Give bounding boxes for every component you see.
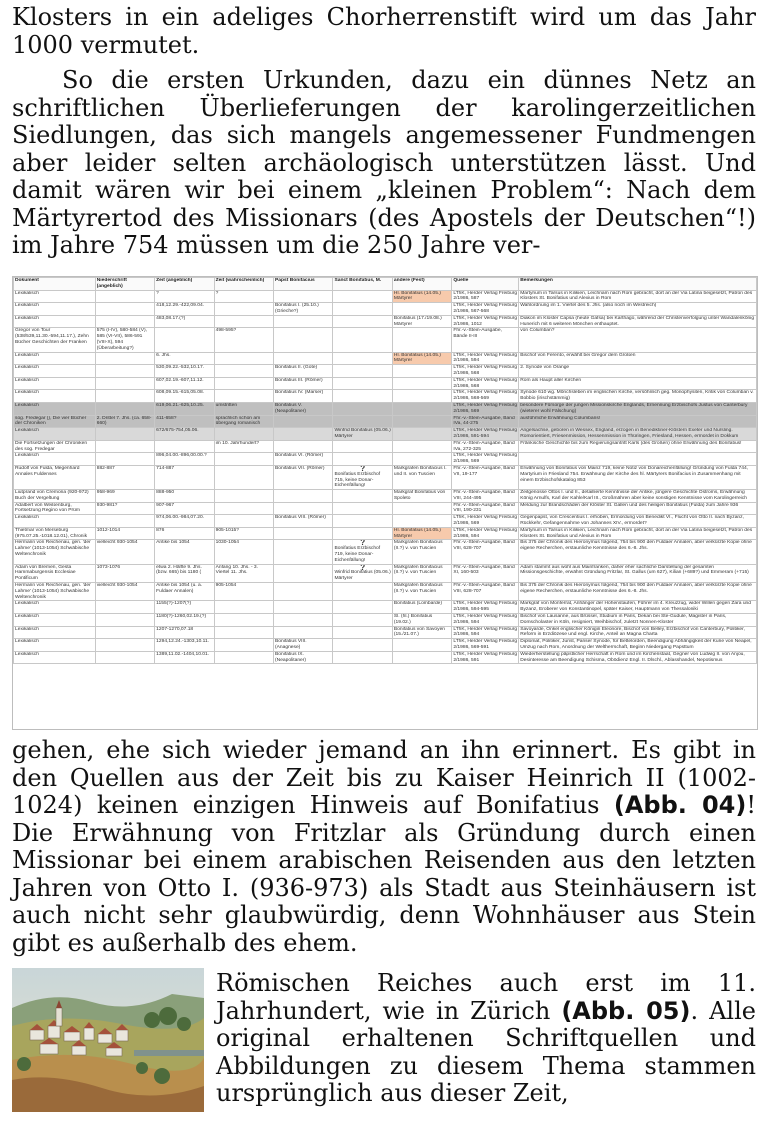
table-cell: LThK, Herder Verlag Freiburg 2/1986, 594 <box>453 626 518 638</box>
question-mark: ? <box>360 539 366 548</box>
table-cell <box>95 315 154 328</box>
table-cell <box>392 428 451 441</box>
figure-reference-05: (Abb. 05) <box>561 996 691 1025</box>
table-cell <box>155 440 214 453</box>
table-header-cell: Niederschrift (angeblich) <box>95 278 154 291</box>
table-cell <box>95 440 154 453</box>
table-cell: LThK, Herder Verlag Freiburg 2/1986, 587 <box>453 290 518 302</box>
table-cell: LThK, Herder Verlag Freiburg 2/1986, 567-568 <box>453 303 518 314</box>
table-cell <box>214 315 273 328</box>
table-cell: Antike bis 1054 (u. a. Fuldaer Annalen) <box>155 583 214 601</box>
table-cell: Anfang 10. Jhs. - 3. Viertel 11. Jhs. <box>214 564 273 582</box>
table-cell: Bonifatius (17./19.08.) Märtyrer <box>392 315 451 328</box>
table-cell: 1073-1076 <box>95 564 154 582</box>
table-cell <box>95 303 154 316</box>
table-cell: Lexikalisch <box>14 390 96 403</box>
table-cell <box>274 564 333 582</box>
table-cell: besondere Fürsorge der jungen Missionskirche Englands, Ernennung Erzbischofs Justus von Canterbury (wieterer wohl Fälschung) <box>519 402 757 415</box>
table-cell <box>333 453 392 466</box>
table-cell: 607,02.19.-607,11.12. <box>155 377 214 390</box>
table-cell: Markgraf Bonifatius von Spoleto <box>392 490 451 503</box>
table-cell <box>274 428 333 441</box>
table-cell <box>214 453 273 466</box>
table-cell: Sl. (hl.) Bonifatius (19.02.) <box>392 614 451 627</box>
table-row <box>14 365 757 378</box>
table-cell: 608,09.15.-615,05.08. <box>155 390 214 403</box>
table-cell <box>274 352 333 365</box>
table-cell: 876 <box>155 527 214 540</box>
table-cell <box>95 352 154 365</box>
table-cell: LThK, Herder Verlag Freiburg 2/1986, 591 <box>453 651 518 663</box>
table-cell <box>392 502 451 515</box>
table-cell <box>333 527 392 540</box>
table-header-cell: Bemerkungen <box>519 278 757 291</box>
table-cell <box>155 328 214 352</box>
table-cell <box>214 465 273 489</box>
table-cell: LThK, Herder Verlag Freiburg 2/1986, 591-594 <box>453 428 518 439</box>
table-cell: Adam stammt aus wohl aus Mainfranken, daher eher sachliche Darstellung der gesamten Missionsgeschichte, erwähnt Gründung Fritzlar, St. Gallus (um 627), Kilian (+689?) und Emmeram (+715) <box>519 564 757 582</box>
table-cell <box>214 626 273 639</box>
table-cell: sog. Fredegar (), Die vier Bücher der Chroniken <box>14 415 96 428</box>
zurich-illustration <box>12 968 204 1112</box>
table-cell: LThK, Herder Verlag Freiburg 2/1986, 569-591 <box>453 639 518 651</box>
table-row <box>14 540 757 564</box>
table-cell <box>274 527 333 540</box>
table-cell: Rom als Haupt aller Kirchen <box>519 377 757 390</box>
table-cell <box>95 639 154 652</box>
table-cell: 974,06.00.-984,07.20. <box>155 515 214 528</box>
table-cell: Rudolf von Fulda, Megenhard Annales Fuldenses <box>14 465 96 489</box>
table-cell: ausführliche Erwähnung Columbans! <box>519 415 757 428</box>
table-cell: Erwähnung von Bonifatius von Mainz 719, keine Notiz von Donareichenfällung! Gründung von Fulda 744, Martyrium in Friesland 754. Erwähnung der Kirche des hl. Märtyrers Bonifacius in Zusammenhang mit einem Erzbischofskatalog 853 <box>519 465 757 489</box>
table-cell: Lexikalisch <box>14 315 96 328</box>
roemisch-text: Römischen Reiches auch erst im 11. Jahrhundert, wie in Zürich <box>216 969 756 1025</box>
table-cell <box>392 453 451 466</box>
table-cell: Lexikalisch <box>14 365 96 378</box>
table-cell: Bischof von Lausanne, aus Brüssel, Studium in Paris, Dekan bei Ste-Gudule, Magister in Paris, Domscholaster in Köln, resigniert, Weihbischof, zuletzt Nonnen-Kloster <box>519 614 757 627</box>
table-cell <box>333 601 392 614</box>
table-cell <box>333 328 392 352</box>
table-cell: Lexikalisch <box>14 515 96 528</box>
table-cell <box>392 365 451 378</box>
table-cell: LThK, Herder Verlag Freiburg 2/1986, 568-569 <box>453 390 518 402</box>
table-cell: Hermann von Reichenau, gen. 'der Lahme' (1013-1054) Schwäbische Weltenchronik <box>14 583 96 601</box>
table-cell <box>392 402 451 415</box>
table-cell: Antike bis 1054 <box>155 540 214 564</box>
table-cell: Bonifatius VI. (Römer) <box>274 453 333 466</box>
table-cell: Markgrafen Bonifacius (II.?) v. von Tuscien <box>392 540 451 564</box>
table-cell <box>214 614 273 627</box>
question-mark: ? <box>360 564 366 572</box>
table-cell <box>274 601 333 614</box>
table-cell: LThK, Herder Verlag Freiburg 2/1986, 594 <box>453 352 518 364</box>
source-table-figure <box>12 276 758 730</box>
table-cell: Fhr.-v.-Stein-Ausgabe, Bände II-III <box>452 328 519 352</box>
table-cell <box>274 502 333 515</box>
table-cell: Bonifatius VIII. (Römer) <box>274 515 333 528</box>
table-cell <box>333 377 392 390</box>
roemisch-text-cont: . Alle original erhaltenen Schriftquellen und Abbildungen zu diesem Thema stammen ursprünglich aus dieser Zeit, <box>216 996 756 1108</box>
table-cell: Martyrium in Tarsus in Kilikien, Leichnam nach Rom gebracht, dort an der Via Latina beigesetzt, Patron des Klosters St. Bonifatius und Alexius in Rom <box>519 527 757 540</box>
table-row <box>14 639 757 652</box>
figure-reference-04: (Abb. 04) <box>613 791 747 819</box>
table-cell: Synode 610 wg. Mönchsleben im englischen Kirche, versöhnlich geg. Monophysiten, Kritik von Columban v. Bobbio (irischstämmig) <box>519 390 757 403</box>
paragraph-urkunden <box>12 67 756 260</box>
table-cell: 1030-1054 <box>214 540 273 564</box>
table-cell: umstritten <box>214 402 273 415</box>
table-cell <box>274 328 333 352</box>
table-cell: Diakon im Kloster Capsa (heute Gafsa) bei Karthago, während der Christenverfolgung unter Wandalenkönig Hunerich mit 6 weiteren Mönchen enthauptet. <box>519 315 757 328</box>
table-cell: 411-658? <box>155 415 214 428</box>
table-cell <box>392 328 451 352</box>
table-cell: Fhr.-v.-Stein-Ausgabe, Band IVa, 44-275 <box>452 415 519 428</box>
table-cell <box>95 453 154 466</box>
table-cell: Markgrafen Bonifacius (II.?) v. von Tuscien <box>392 583 451 601</box>
table-row <box>14 303 757 316</box>
table-cell <box>214 352 273 365</box>
table-cell: LThK, Herder Verlag Freiburg 2/1986, 594 <box>453 614 518 625</box>
table-cell: 905-1054 <box>214 583 273 601</box>
table-cell: 498-595? <box>214 328 273 352</box>
table-cell: Die Fortsetzungen der Chroniken des sog. Fredegar <box>14 440 96 453</box>
table-header-cell: Dokument <box>14 278 96 291</box>
table-cell: 530,09.22.-532,10.17. <box>155 365 214 378</box>
table-cell: Lexikalisch <box>14 402 96 415</box>
table-row <box>14 502 757 515</box>
paragraph-gehen <box>12 737 756 957</box>
table-cell <box>95 402 154 415</box>
table-cell: Bis 375 der Chronik des Hieronymus folgend, 754 bis 900 den Fuldaer Annalen, aber verkürzte Kopie ohne eigene Recherchen, erstaunliche Kenntnisse des 6.-8. Jhs. <box>519 583 757 601</box>
table-row <box>14 390 757 403</box>
table-row <box>14 490 757 503</box>
table-cell: LThK, Herder Verlag Freiburg 2/1986, 569 <box>453 453 518 465</box>
table-cell <box>333 614 392 627</box>
table-cell: 907-967 <box>155 502 214 515</box>
table-cell <box>333 365 392 378</box>
table-cell: ? Bonifatius Erzbischof 719, keine Donar-Eichenfällung! <box>333 540 392 564</box>
table-cell: Zeitgenosse Ottos I. und II., detaillierte Kenntnisse der Antike, jüngere Geschichte Ostroms, Erwähnung König Arnulfs, Karl der Kahle/Karl III., Großmähren aber keine sonstigen Kenntnisse vom Karolingerreich <box>519 490 757 503</box>
table-cell <box>274 440 333 453</box>
table-cell: 1155(?)-1207(?) <box>155 601 214 614</box>
table-cell: LThK, Herder Verlag Freiburg 2/1986, 568 <box>453 377 518 389</box>
paragraph-intro <box>12 4 756 59</box>
table-cell: 418,12.29.-422,09.04. <box>155 303 214 316</box>
table-cell: Lexikalisch <box>14 303 96 316</box>
table-cell: Gegenpapst, von Crescentius I. erhoben, Ermordung von Benedikt VI., Flucht von Otto II. nach Byzanz, Rückkehr, Gefangennahme von Johannes XIV., ermordet? <box>519 515 757 528</box>
table-cell: 2. Synode von Orange <box>519 365 757 378</box>
table-cell: LThK, Herder Verlag Freiburg 2/1986, 594 <box>453 527 518 539</box>
table-cell <box>333 390 392 403</box>
table-cell <box>95 626 154 639</box>
table-cell: 958-969 <box>95 490 154 503</box>
table-cell: Bonifatius (Lombarde) <box>392 601 451 614</box>
table-row <box>14 453 757 466</box>
table-cell: Lexikalisch <box>14 453 96 466</box>
table-cell <box>95 515 154 528</box>
table-row <box>14 651 757 664</box>
table-cell <box>95 365 154 378</box>
table-header-row <box>14 278 757 291</box>
table-cell: Lexikalisch <box>14 639 96 652</box>
table-cell: Martyrium in Tarsus in Kilikien, Leichnam nach Rom gebracht, dort an der Via Latina beigesetzt, Patron des Klosters St. Bonifatius und Alexius in Rom <box>519 290 757 303</box>
table-cell <box>392 440 451 453</box>
table-body <box>14 290 757 664</box>
table-header-cell: Papst Bonifacius <box>274 278 333 291</box>
table-row <box>14 328 757 352</box>
table-cell <box>333 315 392 328</box>
table-row <box>14 315 757 328</box>
table-cell: 882-887 <box>95 465 154 489</box>
table-cell: Angelsachse, geboren in Wessex, England, erzogen in Benediktiner-Klöstern Exeter und Nursling. Romorientiert, Friesenmission, Hessenmission in Thüringen, Friesland, Hessen, ermordet in Dokkum <box>519 428 757 441</box>
urkunden-text: So die ersten Urkunden, dazu ein dünnes Netz an schriftlichen Überlieferungen der karolingerzeitlichen Siedlungen, das sich mangels angemessener Fundmengen aber leider selten archäologisch unterstützen lässt. Und damit wären wir bei einem „kleinen Problem“: Nach dem Märtyrertod des Missionars (des Apostels der Deutschen“!) im Jahre 754 müssen um die 250 Jahre ver- <box>12 66 756 259</box>
table-cell: 896,04.00.-896,00.00.? <box>155 453 214 466</box>
table-header-cell: Zeit (wahrscheinlich) <box>214 278 273 291</box>
table-cell <box>274 614 333 627</box>
table-cell <box>333 502 392 515</box>
table-cell: Fhr.-v.-Stein-Ausgabe, Band VIII, 190-231 <box>452 502 519 515</box>
table-cell <box>392 303 451 316</box>
table-cell <box>95 390 154 403</box>
table-cell: Adalbert von Weißenburg, Fortsetzung Regino von Prüm <box>14 502 96 515</box>
table-cell <box>214 651 273 664</box>
table-cell: Markgraf von Monferrat, Anhänger der Hohenstaufen, Führer im 4. Kreuzzug, wider Willen gegen Zara und Byzanz, Eroberer von Konstantinopel, später Kaiser, Hauptmann von Thessaloniki <box>519 601 757 614</box>
table-cell: Diplomat, Politiker, Jurist, Pariser Synode, für Bettelorden, Beendigung Abhängigkeit der Kurie von Neapel, Umzug nach Rom, Anordnung der Weltherrschaft, Beginn Niedergang Papsttum <box>519 639 757 652</box>
table-cell: Gregor von Tour (538/539,11.30.-594,11.17.), Zehn Bücher Geschichten der Franken <box>14 328 96 352</box>
table-row <box>14 583 757 601</box>
table-cell: 1012-1014 <box>95 527 154 540</box>
table-cell <box>333 290 392 303</box>
table-cell: Hl. Bonifatius (14.05.) Märtyrer <box>392 527 451 540</box>
table-cell: Bonifatius III. (Römer) <box>274 377 333 390</box>
table-cell: Bonifatius II. (Gote) <box>274 365 333 378</box>
table-cell: Hl. Bonifatius (14.05.) Märtyrer <box>392 352 451 365</box>
table-cell: Bonifatius V. (Neapolitaner) <box>274 402 333 415</box>
table-cell <box>333 515 392 528</box>
table-cell <box>274 315 333 328</box>
table-cell <box>333 440 392 453</box>
table-cell: Fhr.-v.-Stein-Ausgabe, Band XI, 160-503 <box>452 564 519 582</box>
table-cell: LThK, Herder Verlag Freiburg 2/1986, 569 <box>453 515 518 527</box>
table-cell: LThK, Herder Verlag Freiburg 2/1986, 568 <box>453 365 518 376</box>
table-cell: Thietmar von Merseburg (975.07.25.-1018.12.01), Chronik <box>14 527 96 540</box>
medieval-town-painting <box>12 968 204 1112</box>
gehen-text-cont: ! Die Erwähnung von Fritzlar als Gründung durch einen Missionar bei einem arabischen Reisenden aus den letzten Jahren von Otto I. (936-973) als Stadt aus Steinhäusern ist auch nicht sehr glaubwürdig, denn Wohnhäuser aus Stein gibt es außerhalb des ehem. <box>12 791 757 957</box>
table-cell: 714-887 <box>155 465 214 489</box>
gehen-text: gehen, ehe sich wieder jemand an ihn erinnert. Es gibt in den Quellen aus der Zeit bis zu Kaiser Heinrich II (1002-1024) keinen einzigen Hinweis auf Bonifatius <box>12 736 756 819</box>
question-mark: ? <box>360 465 366 473</box>
table-cell <box>214 490 273 503</box>
table-cell <box>274 490 333 503</box>
table-header-cell: Quelle <box>452 278 519 291</box>
table-cell: LThK, Herder Verlag Freiburg 2/1986, 594-595 <box>453 601 518 613</box>
paragraph-roemisch <box>216 970 756 1108</box>
table-cell: Markgrafen Bonifacius I. und II. von Tuscien <box>392 465 451 489</box>
table-cell <box>333 352 392 365</box>
table-cell: Savoyarde, Onkel englischer Königin Eleonore, Bischof von Belley, Erzbischof von Canterbury, Politiker, Reform in Erzdiözese und engl. Kirche, Anteil an Magna Charta <box>519 626 757 639</box>
table-cell <box>274 415 333 428</box>
table-row <box>14 465 757 489</box>
table-cell: 888-950 <box>155 490 214 503</box>
table-cell: Liutprand von Cremona (920-972) Buch der Vergeltung <box>14 490 96 503</box>
table-row <box>14 564 757 582</box>
table-cell <box>274 540 333 564</box>
table-cell: 930-981? <box>95 502 154 515</box>
table-cell <box>214 502 273 515</box>
table-cell <box>333 583 392 601</box>
table-row <box>14 515 757 528</box>
table-cell: Fhr.-v.-Stein-Ausgabe, Band VII, 19-177 <box>452 465 519 489</box>
table-cell: Lexikalisch <box>14 377 96 390</box>
table-cell: im 10. Jahrhundert? <box>214 440 273 453</box>
table-cell <box>214 365 273 378</box>
table-cell: 1180(?)-1260,02.19.(?) <box>155 614 214 627</box>
table-cell <box>392 515 451 528</box>
table-cell: Adam von Bremen, Gesta Hammaburgensis Ecclesiae Pontificum <box>14 564 96 582</box>
table-cell: Meldung zur Brandschäden der Klöster St. Gallen und des heiligen Bonifatius (Fulda) zum Jahre 936 <box>519 502 757 515</box>
table-cell: Bonifatius VIII. (Anagnese) <box>274 639 333 652</box>
table-cell <box>333 639 392 652</box>
table-cell: von Columban? <box>519 328 757 352</box>
table-cell <box>95 428 154 441</box>
table-row <box>14 415 757 428</box>
table-row <box>14 428 757 441</box>
table-cell <box>214 390 273 403</box>
table-cell: Lexikalisch <box>14 614 96 627</box>
table-cell: 1389,11.02.-1404,10.01. <box>155 651 214 664</box>
table-cell <box>274 626 333 639</box>
table-cell: 483,08.17.(?) <box>155 315 214 328</box>
table-cell: 6. Jhs. <box>155 352 214 365</box>
table-cell: Wahlordnung im 1. Viertel des 5. Jhs. (also noch im Westreich) <box>519 303 757 316</box>
table-header-cell: Sanct Bonifatius, M. <box>333 278 392 291</box>
table-cell: Bonifatius IX. (Neapolitaner) <box>274 651 333 664</box>
intro-text: Klosters in ein adeliges Chorherrenstift wird um das Jahr 1000 vermutet. <box>12 3 756 59</box>
table-row <box>14 440 757 453</box>
table-cell <box>392 651 451 664</box>
table-cell: Wiederherstellung päpstlicher Herrschaft in Rom und im Kirchenstaat, Gegner von Ludwig II. von Anjou, Desinteresse am Beendigung Schisma, Obödienz Engl. II. Dlschl., Ablasshandel, Nepotismus <box>519 651 757 664</box>
table-cell <box>214 377 273 390</box>
table-cell: 1294,12.24.-1303,10.11. <box>155 639 214 652</box>
table-cell <box>274 290 333 303</box>
table-cell: 1207-1270,07.18 <box>155 626 214 639</box>
table-row <box>14 290 757 303</box>
table-cell <box>214 428 273 441</box>
table-cell: Bonifatius IV. (Marser) <box>274 390 333 403</box>
table-row <box>14 377 757 390</box>
table-cell <box>333 303 392 316</box>
table-cell <box>392 377 451 390</box>
table-cell <box>274 583 333 601</box>
table-cell: ? <box>155 290 214 303</box>
table-cell: 905-1015? <box>214 527 273 540</box>
table-cell: 619,06.21.-625,10.25. <box>155 402 214 415</box>
table-row <box>14 614 757 627</box>
table-cell: ? <box>214 290 273 303</box>
table-cell <box>392 415 451 428</box>
table-cell <box>214 601 273 614</box>
table-cell: Lexikalisch <box>14 428 96 441</box>
table-cell <box>333 490 392 503</box>
table-cell: Bonifatius VII. (Römer) <box>274 465 333 489</box>
table-row <box>14 352 757 365</box>
table-row <box>14 601 757 614</box>
table-cell <box>214 515 273 528</box>
table-cell <box>95 601 154 614</box>
table-cell <box>95 290 154 303</box>
table-cell <box>95 614 154 627</box>
table-cell <box>519 453 757 466</box>
table-cell <box>214 303 273 316</box>
table-cell: 2. Drittel 7. Jhs. (ca. 658-660) <box>95 415 154 428</box>
table-cell: Hermann von Reichenau, gen. 'der Lahme' (1013-1054) Schwäbische Weltenchronik <box>14 540 96 564</box>
table-cell: vielleicht 930-1054 <box>95 583 154 601</box>
table-cell: Lexikalisch <box>14 651 96 664</box>
table-cell: ? Winfrid Bonifatius (05.06.) Märtyrer <box>334 564 391 582</box>
table-cell: etwa 2. Hälfte 9. Jhs. (bzw. 665) bis 1180 ( <box>155 564 214 582</box>
table-cell: Lexikalisch <box>14 352 96 365</box>
table-cell: vielleicht 930-1054 <box>95 540 154 564</box>
table-cell <box>95 651 154 664</box>
table-row <box>14 626 757 639</box>
table-header-cell: Zeit (angeblich) <box>155 278 214 291</box>
table-cell: LThK, Herder Verlag Freiburg 2/1986, 569 <box>453 402 518 414</box>
table-cell: Markgrafen Bonifacius (II.?) v. von Tuscien <box>392 564 451 582</box>
table-header-cell: andere (Fest) <box>392 278 451 291</box>
table-row <box>14 527 757 540</box>
table-cell: Bonifatius von Savoyen (15./21.07.) <box>392 626 451 639</box>
table-cell: sprachlich schon am übergang romanisch <box>214 415 273 428</box>
table-cell: Fränkische Geschichte bis zum Regierungsantritt Karls (des Großen) ohne Erwähnung des Bonifatius! <box>519 440 757 453</box>
source-table <box>13 277 757 664</box>
table-cell: Lexikalisch <box>14 290 96 303</box>
table-cell: Lexikalisch <box>14 626 96 639</box>
table-cell <box>214 639 273 652</box>
table-cell: Fhr.-v.-Stein-Ausgabe, Band VIII, 628-707 <box>452 583 519 601</box>
table-cell: Fhr.-v.-Stein-Ausgabe, Band VIII, 628-707 <box>452 540 519 564</box>
table-cell <box>95 377 154 390</box>
table-cell: LThK, Herder Verlag Freiburg 2/1986, 1012 <box>453 315 518 327</box>
table-cell: Fhr.-v.-Stein-Ausgabe, Band VIII, 244-495 <box>452 490 519 503</box>
table-cell: Bonifatius I. (25.10.) (Grieche?) <box>274 303 333 316</box>
table-cell <box>333 415 392 428</box>
table-cell: Fhr.-v.-Stein-Ausgabe, Band IVa, 272-325 <box>452 440 519 453</box>
table-cell <box>333 626 392 639</box>
table-cell: Hl. Bonifatius (14.05.) Märtyrer <box>392 290 451 303</box>
table-cell: 672/675-754,05.06. <box>155 428 214 441</box>
table-cell: ? Bonifatius Erzbischof 715, keine Donar-Eichenfällung! <box>333 465 392 489</box>
table-cell: Lexikalisch <box>14 601 96 614</box>
table-cell: Bischof von Ferento, erwählt bei Gregor dem Großen <box>519 352 757 365</box>
table-cell <box>333 651 392 664</box>
table-cell <box>392 639 451 652</box>
table-cell: Winfrid Bonifatius (05.06.) Märtyrer <box>334 428 391 439</box>
table-cell: Bis 375 der Chronik des Hieronymus folgend, 754 bis 900 den Fuldaer Annalen, aber verkürzte Kopie ohne eigene Recherchen, erstaunliche Kenntnisse des 6.-8. Jhs. <box>519 540 757 564</box>
table-row <box>14 402 757 415</box>
table-cell <box>392 390 451 403</box>
table-cell <box>333 402 392 415</box>
table-cell: 575 (I-IV), 580-584 (V), 585 (VI-VII), 586-591 (VIII-X), 594 (Überarbeitung?) <box>95 328 154 352</box>
